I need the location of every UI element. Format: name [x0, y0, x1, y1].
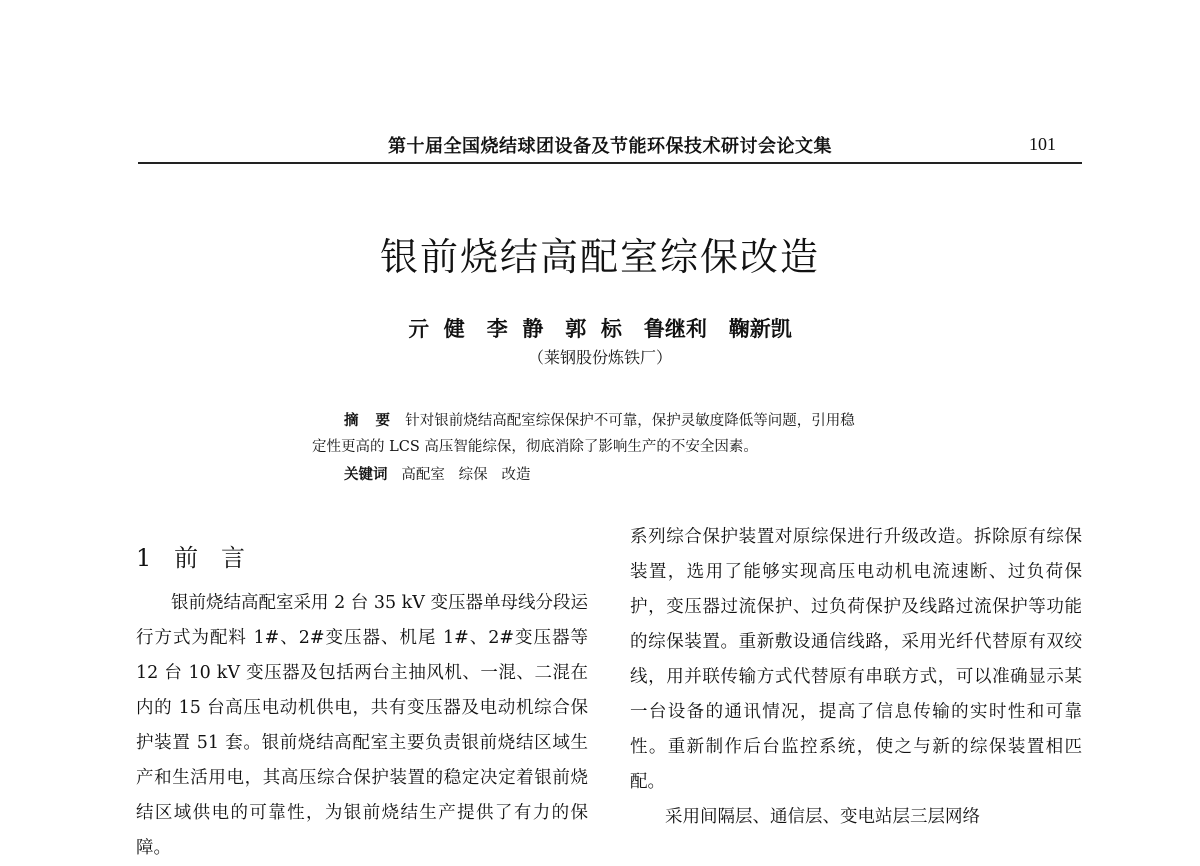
page-number: 101: [1029, 134, 1056, 154]
right-paragraph-1: 系列综合保护装置对原综保进行升级改造。拆除原有综保装置，选用了能够实现高压电动机电流速断、过负荷保护，变压器过流保护、过负荷保护及线路过流保护等功能的综保装置。重新敷设通信线路，采用光纤代替原有双绞线，用并联传输方式代替原有串联方式，可以准确显示某一台设备的通讯情况，提高了信息传输的实时性和可靠性。重新制作后台监控系统，使之与新的综保装置相匹配。: [630, 527, 1082, 792]
left-column: [136, 586, 588, 866]
right-paragraph-2: 采用间隔层、通信层、变电站层三层网络: [665, 807, 980, 827]
proceedings-title: 第十届全国烧结球团设备及节能环保技术研讨会论文集: [388, 136, 832, 157]
introduction-paragraph: 银前烧结高配室采用 2 台 35 kV 变压器单母线分段运行方式为配料 1#、2#变压器、机尾 1#、2#变压器等 12 台 10 kV 变压器及包括两台主抽风机、一混、二混在内的 15 台高压电动机供电，共有变压器及电动机综合保护装置 51 套。银前烧结高配室主要负责银前烧结区域生产和生活用电，其高压综合保护装置的稳定决定着银前烧结区域供电的可靠性，为银前烧结生产提供了有力的保障。: [136, 593, 588, 858]
paper-title: 银前烧结高配室综保改造: [379, 235, 820, 279]
running-header: [138, 128, 1082, 164]
keywords-label: 关键词: [344, 467, 388, 483]
section-heading-introduction: 1 前 言: [136, 544, 246, 572]
author-list: 亓 健 李 静 郭 标 鲁继利 鞠新凯: [408, 317, 792, 341]
abstract-text-line-2: 定性更高的 LCS 高压智能综保，彻底消除了影响生产的不安全因素。: [312, 439, 758, 455]
keywords: [344, 462, 530, 488]
right-column: [630, 520, 1082, 835]
keywords-items: 高配室 综保 改造: [401, 467, 531, 483]
affiliation: （莱钢股份炼铁厂）: [527, 348, 672, 367]
abstract-label: 摘 要: [344, 413, 397, 429]
abstract-text-line-1: 针对银前烧结高配室综保保护不可靠，保护灵敏度降低等问题，引用稳: [405, 413, 855, 429]
abstract: [312, 408, 932, 460]
abstract-line-1: [312, 408, 932, 434]
